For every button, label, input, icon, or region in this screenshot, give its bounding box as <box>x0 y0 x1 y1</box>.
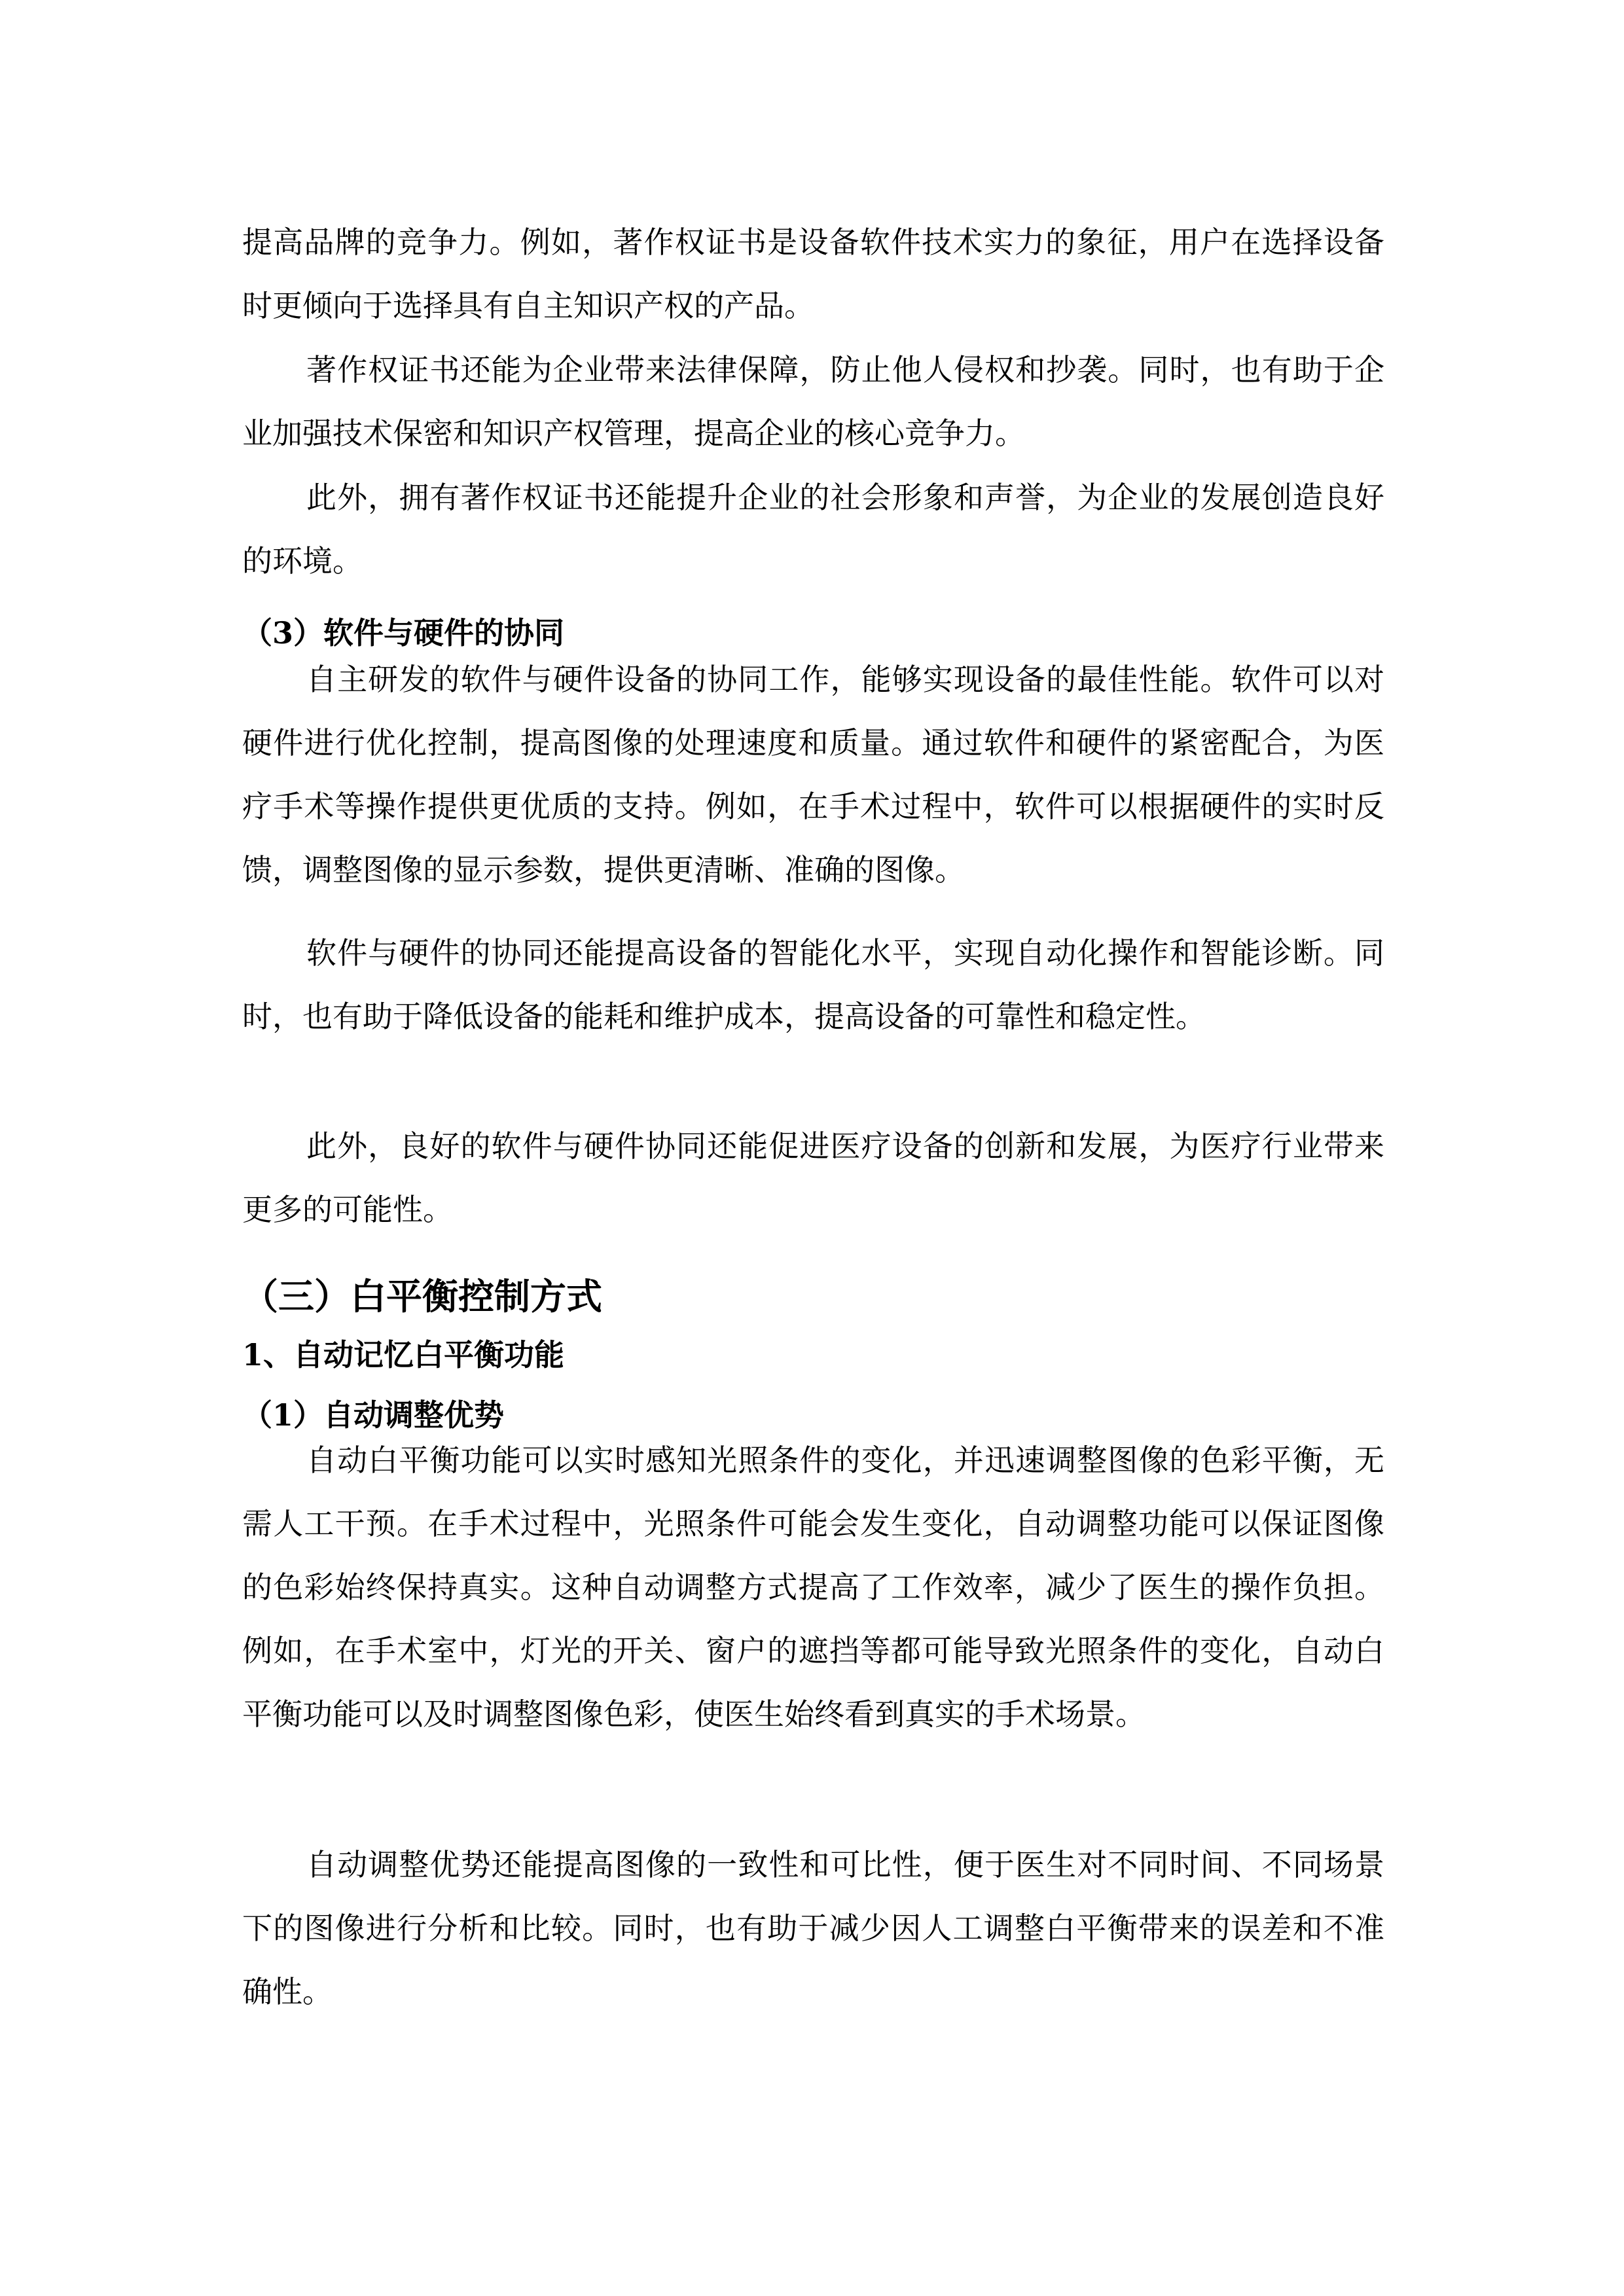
paragraph-auto-adjust-consistency: 自动调整优势还能提高图像的一致性和可比性，便于医生对不同时间、不同场景下的图像进行分析和比较。同时，也有助于减少因人工调整白平衡带来的误差和不准确性。 <box>242 1847 1384 2009</box>
section-heading-white-balance: （三）白平衡控制方式 <box>242 1275 603 1318</box>
paragraph-auto-wb-realtime: 自动白平衡功能可以实时感知光照条件的变化，并迅速调整图像的色彩平衡，无需人工干预。在手术过程中，光照条件可能会发生变化，自动调整功能可以保证图像的色彩始终保持真实。这种自动调整方式提高了工作效率，减少了医生的操作负担。例如，在手术室中，灯光的开关、窗户的遮挡等都可能导致光照条件的变化，自动白平衡功能可以及时调整图像色彩，使医生始终看到真实的手术场景。 <box>242 1443 1384 1732</box>
paragraph-brand-competitiveness: 提高品牌的竞争力。例如，著作权证书是设备软件技术实力的象征，用户在选择设备时更倾向于选择具有自主知识产权的产品。 <box>242 224 1384 323</box>
paragraph-synergy-intelligence: 软件与硬件的协同还能提高设备的智能化水平，实现自动化操作和智能诊断。同时，也有助于降低设备的能耗和维护成本，提高设备的可靠性和稳定性。 <box>242 935 1384 1034</box>
subheading-auto-memory-wb: 1、自动记忆白平衡功能 <box>242 1337 565 1372</box>
paragraph-synergy-innovation: 此外，良好的软件与硬件协同还能促进医疗设备的创新和发展，为医疗行业带来更多的可能性。 <box>242 1128 1384 1227</box>
subheading-auto-adjust-advantage: （1）自动调整优势 <box>242 1397 505 1433</box>
paragraph-legal-protection: 著作权证书还能为企业带来法律保障，防止他人侵权和抄袭。同时，也有助于企业加强技术保密和知识产权管理，提高企业的核心竞争力。 <box>242 352 1384 451</box>
paragraph-synergy-performance: 自主研发的软件与硬件设备的协同工作，能够实现设备的最佳性能。软件可以对硬件进行优化控制，提高图像的处理速度和质量。通过软件和硬件的紧密配合，为医疗手术等操作提供更优质的支持。例如，在手术过程中，软件可以根据硬件的实时反馈，调整图像的显示参数，提供更清晰、准确的图像。 <box>242 662 1384 888</box>
paragraph-social-image: 此外，拥有著作权证书还能提升企业的社会形象和声誉，为企业的发展创造良好的环境。 <box>242 480 1384 579</box>
subheading-software-hardware-synergy: （3）软件与硬件的协同 <box>242 615 565 651</box>
